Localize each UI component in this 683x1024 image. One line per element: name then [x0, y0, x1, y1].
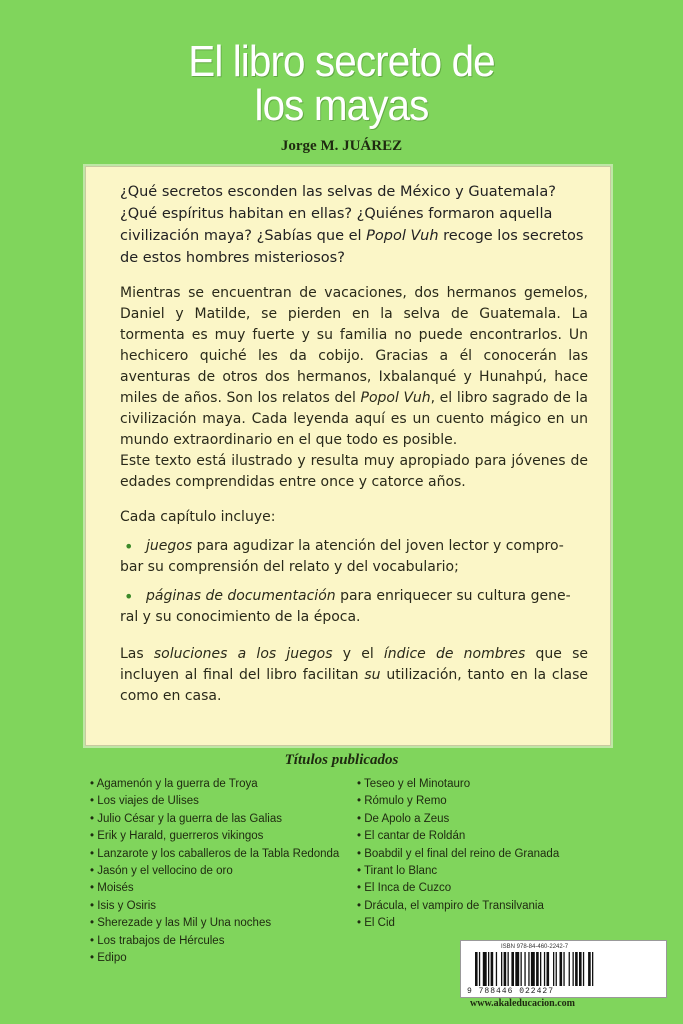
published-title-item: • Agamenón y la guerra de Troya: [90, 776, 339, 793]
author-name: Jorge M. JUÁREZ: [280, 138, 403, 154]
published-list-right: [357, 776, 559, 933]
published-title-item: • Los viajes de Ulises: [90, 793, 339, 810]
published-title-item: • Julio César y la guerra de las Galias: [90, 811, 339, 828]
published-title-item: • Jasón y el vellocino de oro: [90, 863, 339, 880]
published-title-item: • Rómulo y Remo: [357, 793, 559, 810]
published-title-item: • Los trabajos de Hércules: [90, 933, 339, 950]
published-list-left: [90, 776, 339, 967]
title-line-2: los mayas: [254, 81, 429, 130]
published-title-item: • Lanzarote y los caballeros de la Tabla Redonda: [90, 846, 339, 863]
published-title-item: • Tirant lo Blanc: [357, 863, 559, 880]
published-title-item: • De Apolo a Zeus: [357, 811, 559, 828]
publisher-website: www.akaleducacion.com: [470, 998, 575, 1009]
published-title-item: • Sherezade y las Mil y Una noches: [90, 915, 339, 932]
published-title-item: • El Cid: [357, 915, 559, 932]
blurb-closing: Las soluciones a los juegos y el índice de nombres que se incluyen al final del libro facilitan su utilización, tanto en la clase como en casa.: [120, 646, 589, 704]
barcode: [460, 940, 667, 998]
published-title-item: • Teseo y el Minotauro: [357, 776, 559, 793]
published-title-item: • El Inca de Cuzco: [357, 880, 559, 897]
published-title-item: • Erik y Harald, guerreros vikingos: [90, 828, 339, 845]
bullet-dot-icon: •: [124, 587, 134, 606]
published-title-item: • Moisés: [90, 880, 339, 897]
title-line-1: El libro secreto de: [188, 37, 495, 86]
barcode-digits: 9 788446 022427: [467, 987, 555, 996]
barcode-bars-icon: [475, 952, 653, 986]
published-title-item: • Boabdil y el final del reino de Granada: [357, 846, 559, 863]
bullet-dot-icon: •: [124, 537, 134, 556]
blurb-paragraph-2: Este texto está ilustrado y resulta muy apropiado para jóvenes de edades comprendidas entre once y catorce años.: [120, 453, 588, 490]
bullet-juegos: • juegos para agudizar la atención del joven lector y compro- bar su comprensión del relato y del vocabulario;: [120, 536, 588, 578]
isbn-text: ISBN 978-84-460-2242-7: [501, 944, 569, 950]
blurb-intro: ¿Qué secretos esconden las selvas de México y Guatemala? ¿Qué espíritus habitan en ellas? ¿Quiénes formaron aquella civilización maya? ¿Sabías que el Popol Vuh recoge los secretos de estos hombres misteriosos?: [120, 184, 584, 266]
book-title: [27, 37, 655, 130]
bullet-documentacion: • páginas de documentación para enriquecer su cultura gene- ral y su conocimiento de la época.: [120, 586, 588, 628]
published-title-item: • El cantar de Roldán: [357, 828, 559, 845]
published-title-item: • Isis y Osiris: [90, 898, 339, 915]
published-title-item: • Drácula, el vampiro de Transilvania: [357, 898, 559, 915]
blurb-paragraph-1: Mientras se encuentran de vacaciones, dos hermanos gemelos, Daniel y Matilde, se pierden en la selva de Guatemala. La tormenta es muy fuerte y su familia no puede encontrarlos. Un hechicero quiché les da cobijo. Gracias a él conocerán las aventuras de otros dos hermanos, Ixbalanqué y Hunahpú, hace miles de años. Son los relatos del Popol Vuh, el libro sagrado de la civilización maya. Cada leyenda aquí es un cuento mágico en un mundo extraordinario en el que todo es posible.: [120, 285, 588, 448]
includes-label: Cada capítulo incluye:: [120, 509, 276, 525]
published-title-item: • Edipo: [90, 950, 339, 967]
published-titles-heading: Títulos publicados: [284, 752, 399, 768]
blurb-box: [85, 166, 611, 746]
